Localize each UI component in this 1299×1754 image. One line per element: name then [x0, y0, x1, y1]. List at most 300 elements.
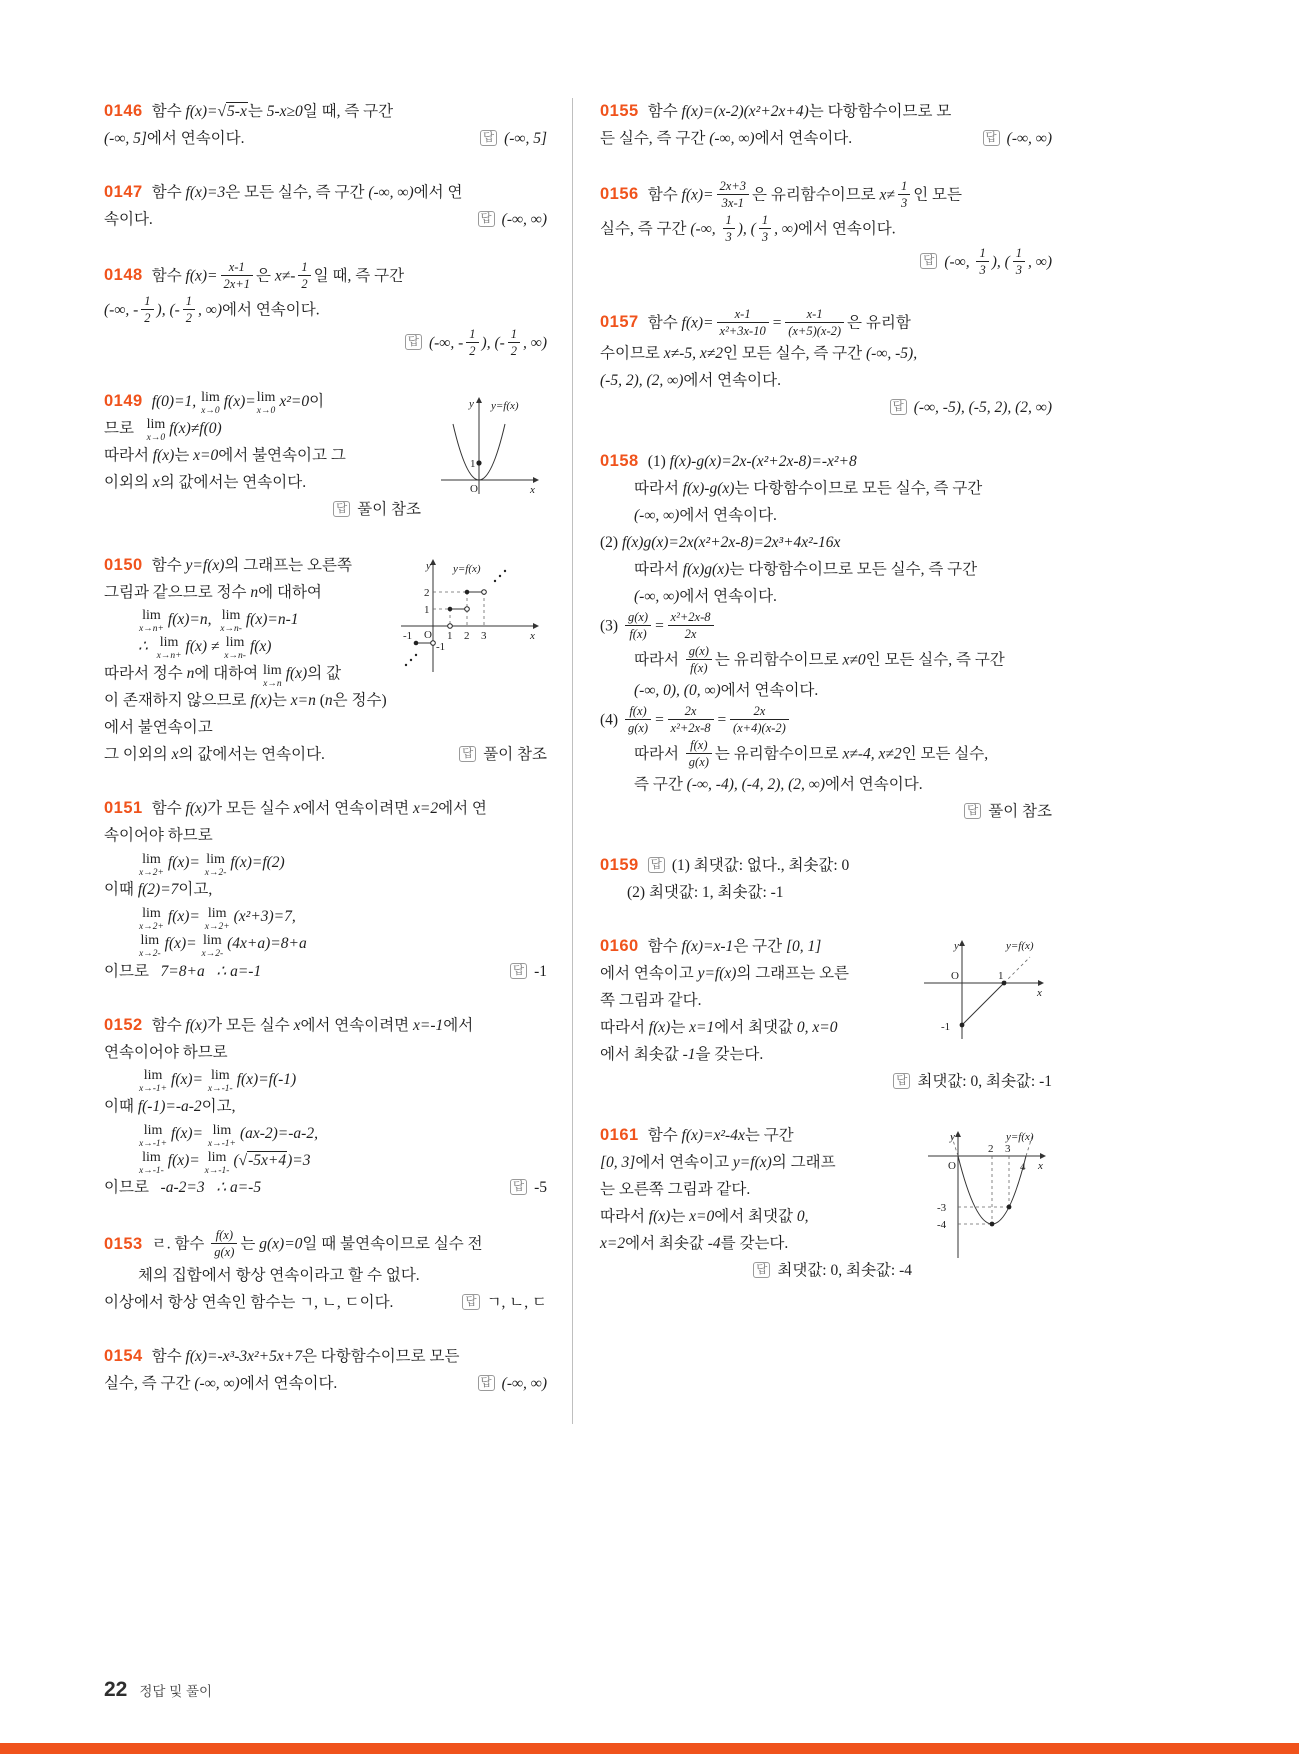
text-run: 실수, 즉 구간: [104, 1374, 195, 1392]
answer-badge: 답: [964, 803, 981, 819]
math-run: ), (-: [156, 300, 180, 318]
text-run: 에서 최댓값: [714, 1019, 797, 1036]
math-run: 0, x=0: [796, 1019, 838, 1036]
y-tick-2: 2: [424, 586, 430, 599]
text-run: 체의 집합에서 항상 연속이라고 할 수 없다.: [138, 1266, 420, 1284]
solution-line: [104, 1262, 547, 1289]
solution-line: [600, 771, 1052, 798]
math-run: (-∞, 5]: [104, 130, 147, 147]
text-run: 는: [247, 103, 267, 120]
math-run: , ∞): [1028, 253, 1052, 271]
text-run: 는 유리함수이므로: [714, 744, 843, 762]
graph-g150: [395, 554, 547, 691]
fraction-denominator: 2x: [684, 627, 697, 642]
solution-line: [104, 179, 547, 206]
x-axis-arrow: [533, 477, 539, 483]
text-run: 는 유리함수이므로: [714, 650, 843, 668]
fraction: [686, 737, 712, 771]
solution-line: [104, 98, 547, 125]
problem-0151: [104, 795, 547, 985]
fraction-denominator: 2x+1: [223, 277, 250, 292]
fraction-numerator: 1: [183, 293, 195, 310]
text-run: (1): [647, 453, 670, 470]
solution-line: [600, 1068, 1052, 1095]
text-run: (3): [600, 617, 622, 635]
math-run: ), (-: [481, 334, 505, 352]
problem-0150: [104, 552, 547, 769]
text-run: 수이므로: [600, 345, 664, 362]
fraction-numerator: 2x+3: [717, 178, 749, 195]
limit-subscript: x→0: [256, 406, 276, 417]
fraction-numerator: 1: [759, 212, 771, 229]
x-tick-2: 2: [464, 629, 470, 642]
solution-line: [104, 687, 547, 741]
closed-point: [465, 589, 470, 594]
x-axis-arrow: [1040, 1153, 1046, 1159]
text-run: 따라서 정수: [104, 664, 187, 682]
endpoint-0-minus1: [960, 1023, 965, 1028]
text-run: 최댓값: 0, 최솟값: -1: [917, 1073, 1052, 1090]
x-axis-arrow: [533, 623, 539, 629]
text-run: (2) 최댓값: 1, 최솟값: -1: [627, 884, 784, 901]
fraction-denominator: 3: [725, 229, 732, 244]
math-run: f(x)=x-1: [681, 938, 734, 955]
fraction-denominator: 2: [510, 344, 518, 359]
answer-right: [462, 1289, 547, 1316]
dashed-extension: [1004, 957, 1030, 983]
text-run: 에서 연속이려면: [300, 800, 414, 818]
solution-line: [104, 795, 547, 822]
graph-0160-svg: [914, 935, 1052, 1053]
math-run: ), (: [737, 219, 756, 237]
math-run: n: [324, 692, 333, 710]
solution-line: [600, 852, 1052, 879]
limit-word: lim: [140, 933, 160, 949]
solution-line: [600, 502, 1052, 529]
limit: [157, 636, 182, 662]
y-axis-arrow: [430, 559, 436, 565]
text-run: 함수: [151, 1016, 186, 1034]
limit: [201, 391, 220, 417]
text-run: 이 존재하지 않으므로: [104, 692, 251, 710]
text-run: 실수, 즉 구간: [600, 219, 691, 237]
problem-0153: [104, 1228, 547, 1316]
text-run: 은 다항함수이므로 모든: [301, 1347, 460, 1365]
text-run: 함수: [647, 1127, 682, 1144]
fraction-numerator: g(x): [625, 609, 651, 626]
answer-badge: 답: [753, 1262, 770, 1278]
problem-0159: [600, 852, 1052, 906]
problem-0157: [600, 307, 1052, 422]
text-run: 일 때 불연속이므로 실수 전: [302, 1235, 483, 1253]
text-run: 에서 최솟값: [600, 1046, 683, 1063]
math-run: f(x): [152, 446, 175, 464]
math-run: y=f(x): [185, 556, 225, 574]
problem-0158: [600, 448, 1052, 825]
fraction: [976, 245, 988, 279]
text-run: 연속이어야 하므로: [104, 1043, 228, 1061]
math-run: (-∞, -: [104, 300, 139, 318]
fraction-denominator: f(x): [629, 627, 647, 642]
limit: [139, 853, 164, 879]
limit: [208, 1124, 236, 1150]
limit-word: lim: [142, 1149, 161, 1165]
text-run: 에서 최솟값: [625, 1235, 708, 1252]
limit-word: lim: [142, 851, 161, 867]
math-run: f(x)=f(-1): [236, 1070, 297, 1088]
math-run: f(x)=n,: [167, 610, 220, 628]
limit-word: lim: [263, 662, 282, 678]
math-run: x=2: [600, 1235, 626, 1252]
fraction-numerator: f(x): [211, 1227, 237, 1244]
problem-number: 0147: [104, 183, 143, 201]
x-axis-label: x: [530, 483, 535, 496]
math-run: (-∞, ∞): [1006, 130, 1052, 147]
limit-word: lim: [142, 608, 161, 624]
content-area: [104, 98, 1052, 1424]
answer-badge: 답: [462, 1294, 479, 1310]
math-run: f(x)=: [164, 935, 201, 953]
text-run: 에서 연속이다.: [754, 130, 853, 147]
answer-badge: 답: [478, 211, 495, 227]
solution-line: [104, 1174, 547, 1201]
limit-subscript: x→2+: [204, 921, 230, 932]
problem-number: 0146: [104, 102, 143, 120]
limit: [257, 391, 276, 417]
math-run: x≠: [879, 186, 895, 204]
ellipsis-dot: [504, 569, 506, 571]
graph-0150-svg: [395, 554, 547, 682]
text-run: 에서 불연속이고 그: [218, 446, 346, 464]
text-run: 함수: [151, 184, 186, 201]
text-run: 따라서: [634, 650, 683, 668]
solution-line: [104, 1093, 547, 1120]
limit-subscript: x→2+: [139, 867, 164, 878]
closed-point: [448, 606, 453, 611]
problem-number: 0151: [104, 799, 143, 818]
problem-0149: [104, 388, 547, 525]
fraction-numerator: 1: [723, 212, 735, 229]
fraction-denominator: 2: [144, 310, 151, 325]
problem-0152: [104, 1012, 547, 1202]
math-run: f(x): [648, 1019, 671, 1036]
text-run: 는 다항함수이므로 모든 실수, 즉 구간: [734, 480, 983, 497]
text-run: 그 이외의: [104, 746, 172, 764]
y-tick-minus4: -4: [937, 1219, 947, 1231]
limit: [208, 1069, 233, 1095]
math-run: f(x)=: [167, 1152, 204, 1169]
text-run: [205, 963, 217, 980]
limit: [139, 934, 161, 960]
fraction-numerator: 1: [141, 293, 153, 310]
text-run: 인 모든 실수,: [901, 744, 989, 762]
text-run: 함수: [647, 103, 682, 120]
answer-badge: 답: [480, 130, 497, 146]
limit-subscript: x→2-: [201, 949, 224, 960]
limit-word: lim: [143, 1122, 163, 1138]
math-run: x: [293, 800, 301, 818]
text-run: 에 대하여: [258, 583, 322, 601]
solution-line: [600, 448, 1052, 475]
limit: [220, 609, 242, 635]
math-run: , ∞): [198, 300, 223, 318]
text-run: 의 값에서는 연속이다.: [178, 746, 325, 764]
origin-label: O: [470, 482, 478, 495]
math-run: (-∞,: [944, 253, 974, 271]
limit-word: lim: [210, 1068, 230, 1084]
answer-badge: 답: [459, 746, 476, 762]
problem-number: 0160: [600, 937, 639, 955]
solution-line: [600, 529, 1052, 556]
limit-word: lim: [212, 1122, 232, 1138]
solution-line: [104, 1120, 547, 1147]
math-run: ∴ a=-5: [216, 1179, 262, 1197]
problem-0155: [600, 98, 1052, 152]
text-run: 의 그래프는 오른: [736, 965, 850, 982]
math-run: )=3: [287, 1152, 311, 1169]
y-axis-label: y: [426, 559, 431, 572]
limit-subscript: x→n: [263, 678, 282, 689]
solution-line: [104, 1039, 547, 1066]
limit-word: lim: [159, 635, 179, 651]
problem-number: 0159: [600, 856, 639, 874]
problem-number: 0156: [600, 185, 639, 204]
fraction: [466, 326, 478, 360]
x-tick-1: 1: [447, 629, 453, 642]
limit: [263, 664, 282, 690]
text-run: 은 유리함: [847, 313, 911, 331]
problem-0161: [600, 1122, 1052, 1284]
math-run: [0, 1]: [785, 938, 822, 955]
math-run: y=f(x): [697, 965, 737, 982]
limit-word: lim: [146, 417, 166, 433]
text-run: 은 유리함수이므로: [752, 186, 880, 204]
math-run: f(x)=n-1: [245, 610, 299, 628]
math-run: [0, 3]: [600, 1154, 636, 1171]
math-run: -4: [707, 1235, 721, 1252]
math-run: f(x)=: [167, 854, 204, 872]
math-run: (ax-2)=-a-2,: [239, 1124, 318, 1142]
limit-word: lim: [142, 905, 161, 921]
y-axis-label: y: [950, 1131, 955, 1143]
fraction-numerator: x-1: [785, 306, 844, 323]
text-run: 에 대하여: [194, 664, 263, 682]
fraction-numerator: 1: [976, 245, 988, 262]
solution-line: [600, 704, 1052, 738]
text-run: 따라서: [600, 1019, 649, 1036]
curve-label: y=f(x): [453, 562, 481, 575]
limit-subscript: x→0: [201, 406, 220, 417]
graph-g160: [914, 935, 1052, 1062]
fraction: [785, 306, 844, 340]
solution-line: [104, 741, 547, 768]
problem-number: 0154: [104, 1346, 143, 1365]
text-run: 함수: [647, 186, 682, 204]
text-run: (2): [600, 534, 622, 551]
x-tick-2: 2: [988, 1143, 994, 1155]
answer-badge: 답: [333, 501, 350, 517]
fraction-denominator: g(x): [627, 721, 649, 736]
text-run: 최댓값: 0, 최솟값: -4: [777, 1262, 912, 1279]
answer-badge: 답: [478, 1375, 495, 1391]
solution-line: [600, 340, 1052, 367]
limit: [147, 418, 166, 444]
math-run: x=0: [193, 446, 219, 464]
math-run: (-∞, ∞): [501, 1374, 547, 1392]
solution-line: [600, 307, 1052, 341]
text-run: 에서 연속이고: [600, 965, 698, 982]
text-run: 의 값: [307, 664, 342, 682]
fraction-denominator: f(x): [690, 660, 708, 675]
line-segment: [962, 983, 1004, 1025]
math-run: f(x): [285, 664, 308, 682]
limit-subscript: x→2-: [139, 949, 161, 960]
y-tick-minus1: -1: [436, 640, 446, 653]
text-run: 은 구간: [733, 938, 786, 955]
math-run: f(x)=(x-2)(x²+2x+4): [681, 103, 809, 120]
math-run: g(x)=0: [259, 1235, 303, 1253]
solution-line: [104, 1147, 547, 1174]
math-run: =: [654, 617, 665, 635]
solution-line: [104, 1370, 547, 1397]
limit: [205, 907, 230, 933]
text-run: 에서 연: [438, 800, 487, 818]
fraction-denominator: 2: [469, 344, 476, 359]
solution-line: [104, 125, 547, 152]
text-run: 에서 연속이다.: [824, 776, 923, 793]
fraction: [625, 609, 651, 643]
limit-word: lim: [207, 1149, 227, 1165]
limit-subscript: x→n-: [220, 624, 242, 635]
open-point: [431, 640, 436, 645]
answer-badge: 답: [510, 963, 527, 979]
text-run: 쪽 그림과 같다.: [600, 992, 702, 1009]
square-root: [239, 1151, 288, 1169]
fraction-numerator: 1: [508, 326, 520, 343]
answer-badge: 답: [983, 130, 1000, 146]
math-run: =: [716, 711, 727, 729]
fraction-numerator: 1: [298, 259, 310, 276]
text-run: 풀이 참조: [988, 803, 1052, 820]
text-run: 일 때, 즉 구간: [302, 103, 394, 120]
limit: [224, 636, 246, 662]
limit-subscript: x→2-: [204, 867, 227, 878]
text-run: 인 모든: [913, 186, 962, 204]
fraction: [298, 259, 310, 293]
math-run: f(x)=: [171, 1070, 207, 1088]
problem-0156: [600, 179, 1052, 280]
curve-label: y=f(x): [1006, 940, 1034, 952]
solution-line: [104, 903, 547, 930]
solution-line: [600, 367, 1052, 394]
math-run: f(x)=3: [185, 184, 226, 201]
radical-sign-icon: √: [217, 103, 227, 120]
math-run: x: [152, 473, 160, 491]
math-run: f(x)=: [171, 1124, 207, 1142]
math-run: , ∞): [774, 219, 799, 237]
solution-line: [600, 738, 1052, 772]
math-run: x: [171, 746, 179, 764]
problem-number: 0148: [104, 266, 143, 285]
math-run: x=-1: [413, 1016, 444, 1034]
text-run: 인 모든 실수, 즉 구간: [865, 650, 1005, 668]
fraction-denominator: g(x): [214, 1245, 235, 1260]
text-run: 를 갖는다.: [720, 1235, 789, 1252]
fraction: [686, 643, 712, 677]
text-run: 에서 연속이다.: [222, 300, 320, 318]
math-run: f(x)=: [185, 103, 218, 120]
text-run: 따라서: [104, 446, 153, 464]
solution-line: [600, 610, 1052, 644]
fraction: [717, 178, 749, 212]
limit-word: lim: [202, 933, 222, 949]
fraction-numerator: x-1: [221, 259, 253, 276]
text-run: 에서 연속이다.: [239, 1374, 338, 1392]
left-column: [104, 98, 547, 1424]
text-run: 인 모든 실수, 즉 구간: [722, 345, 867, 362]
math-run: (-∞, ∞): [634, 588, 680, 605]
solution-line: [104, 1012, 547, 1039]
answer-badge: 답: [648, 857, 665, 873]
math-run: (-∞, -5),: [866, 345, 918, 362]
x-tick-3: 3: [481, 629, 487, 642]
solution-line: [104, 958, 547, 985]
fraction-denominator: 3: [761, 229, 769, 244]
text-run: 이상에서 항상 연속인 함수는 ㄱ, ㄴ, ㄷ이다.: [104, 1293, 394, 1311]
limit-subscript: x→-1+: [139, 1084, 168, 1095]
fraction-denominator: 3: [1015, 263, 1023, 278]
math-run: (-∞, ∞): [368, 184, 414, 201]
text-run: 이고,: [201, 1097, 236, 1115]
math-run: x≠-: [274, 267, 296, 285]
footer-label: 정답 및 풀이: [139, 1684, 213, 1699]
fraction-numerator: f(x): [625, 703, 651, 720]
fraction: [211, 1227, 237, 1261]
text-run: (: [315, 692, 325, 710]
limit-subscript: x→n+: [156, 651, 182, 662]
text-run: 은 모든 실수, 즉 구간: [225, 184, 369, 201]
text-run: -1: [534, 962, 547, 980]
math-run: n: [250, 583, 259, 601]
math-run: -a-2=3: [160, 1179, 205, 1197]
problem-number: 0150: [104, 555, 143, 574]
y-tick-minus3: -3: [937, 1202, 947, 1214]
solution-line: [104, 822, 547, 849]
math-run: 0,: [796, 1208, 809, 1225]
answer-badge: 답: [920, 253, 937, 269]
limit: [139, 609, 164, 635]
fraction: [717, 306, 769, 340]
y-tick-1: 1: [470, 457, 476, 470]
math-run: f(x)-g(x)=2x-(x²+2x-8)=-x²+8: [669, 453, 857, 470]
math-run: (-∞, ∞): [501, 211, 547, 228]
answer-right: [459, 741, 547, 768]
math-run: (-∞, 5]: [504, 130, 547, 147]
x-axis-label: x: [530, 629, 535, 642]
point-0-1: [476, 460, 481, 465]
text-run: 는 다항함수이므로 모든 실수, 즉 구간: [729, 561, 978, 578]
math-run: f(x): [185, 800, 208, 818]
text-run: 함수: [647, 313, 682, 331]
math-run: f(x)=-x³-3x²+5x+7: [185, 1347, 302, 1365]
math-run: (-∞, ∞): [194, 1374, 240, 1392]
fraction-denominator: (x+5)(x-2): [788, 323, 842, 338]
fraction-denominator: 3: [900, 196, 908, 211]
text-run: 을 갖는다.: [695, 1046, 764, 1063]
limit-word: lim: [225, 635, 245, 651]
math-run: =: [771, 313, 783, 331]
fraction: [668, 703, 714, 737]
